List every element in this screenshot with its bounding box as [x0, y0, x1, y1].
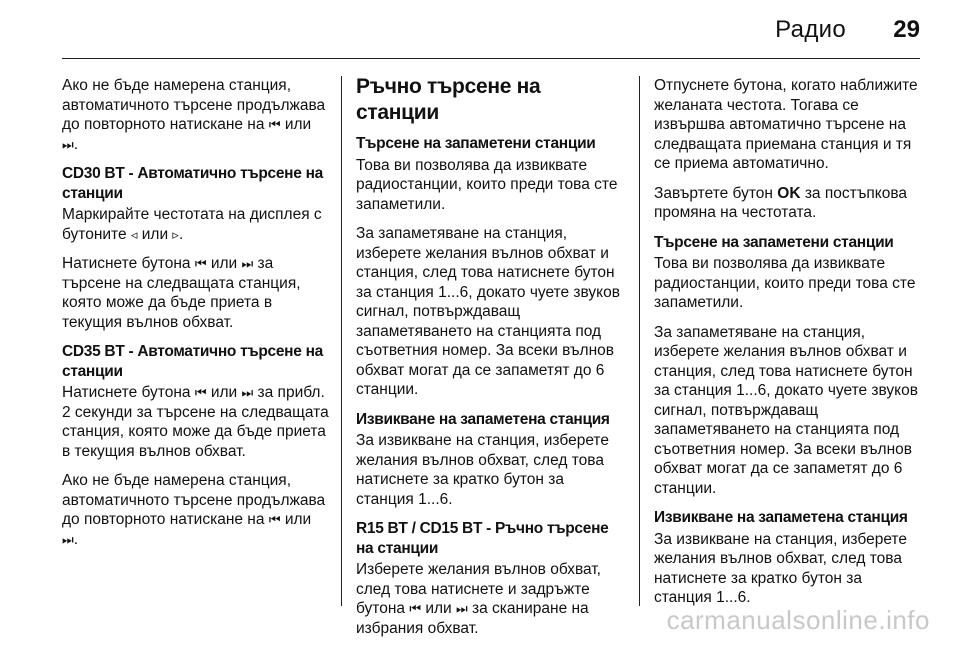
page-title: Радио	[775, 16, 846, 43]
paragraph: За извикване на станция, изберете желания вълнов обхват, след това натиснете за кратко бутон за станция 1...6.	[654, 530, 907, 606]
header-divider	[62, 58, 920, 59]
next-track-icon: ⏭	[62, 136, 74, 152]
section-title: Търсене на запаметени станции	[654, 233, 894, 251]
paragraph: Това ви позволява да извиквате радиостанции, които преди това сте запаметили.	[356, 156, 618, 213]
prev-track-icon: ⏮	[268, 512, 281, 527]
paragraph: Отпуснете бутона, когато наближите желаната честота. Тогава се извършва автоматично търсене на следващата приемана станция и тя се приема автоматично.	[654, 77, 918, 172]
column-3	[654, 76, 924, 618]
column-1	[62, 76, 330, 559]
paragraph: Ако не бъде намерена станция, автоматичното търсене продължава до повторното натискане на ⏮ или ⏭.	[62, 77, 326, 153]
section-title: Извикване на запаметена станция	[654, 509, 908, 526]
page-number: 29	[893, 16, 920, 43]
watermark: carmanualsonline.info	[666, 605, 930, 635]
next-track-icon: ⏭	[241, 256, 254, 271]
section-title: R15 BT / CD15 BT - Ръчно търсене на станции	[356, 520, 609, 557]
paragraph: Изберете желания вълнов обхват, след това натиснете и задръжте бутона ⏮ или ⏭ за сканиране на избрания обхват.	[356, 561, 601, 637]
paragraph: За извикване на станция, изберете желания вълнов обхват, след това натиснете за кратко бутон за станция 1...6.	[356, 432, 609, 508]
ok-button-label: OK	[777, 184, 801, 202]
prev-track-icon: ⏮	[268, 117, 281, 132]
paragraph: Маркирайте честотата на дисплея с бутоните ◃ или ▹.	[62, 206, 322, 243]
next-track-icon: ⏭	[456, 601, 468, 616]
main-heading: Ръчно търсене на станции	[356, 75, 541, 124]
next-track-icon: ⏭	[241, 385, 254, 400]
section-title: CD30 BT - Автоматично търсене на станции	[62, 165, 323, 202]
paragraph: Ако не бъде намерена станция, автоматичното търсене продължава до повторното натискане на ⏮ или ⏭.	[62, 472, 326, 548]
paragraph: Завъртете бутон OK за постъпкова промяна на честотата.	[654, 184, 908, 221]
section-title: Извикване на запаметена станция	[356, 410, 610, 428]
prev-track-icon: ⏮	[194, 385, 207, 400]
page-header	[0, 0, 960, 60]
right-arrow-icon: ▹	[172, 226, 179, 242]
section-title: CD35 BT - Автоматично търсене на станции	[62, 343, 323, 380]
paragraph: За запаметяване на станция, изберете желания вълнов обхват и станция, след това натиснете бутон за станция 1...6, докато чуете звуков сигнал, потвърждаващ запаметяването на станцията под съответния номер. За всеки вълнов обхват могат да се запаметят до 6 станции.	[654, 323, 918, 497]
prev-track-icon: ⏮	[409, 601, 422, 616]
paragraph: За запаметяване на станция, изберете желания вълнов обхват и станция, след това натиснете бутон за станция 1...6, докато чуете звуков сигнал, потвърждаващ запаметяването на станцията под съответния номер. За всеки вълнов обхват могат да се запаметят до 6 станции.	[356, 225, 620, 398]
left-arrow-icon: ◃	[130, 226, 138, 242]
paragraph: Това ви позволява да извиквате радиостанции, които преди това сте запаметили.	[654, 255, 916, 311]
next-track-icon: ⏭	[62, 531, 74, 547]
paragraph: Натиснете бутона ⏮ или ⏭ за прибл. 2 секунди за търсене на следващата станция, която може да бъде приета в текущия вълнов обхват.	[62, 384, 329, 460]
column-divider-1	[341, 76, 342, 606]
prev-track-icon: ⏮	[194, 256, 207, 271]
column-divider-2	[639, 76, 640, 606]
paragraph: Натиснете бутона ⏮ или ⏭ за търсене на следващата станция, която може да бъде приета в текущия вълнов обхват.	[62, 255, 301, 331]
column-2	[356, 74, 624, 648]
section-title: Търсене на запаметени станции	[356, 135, 596, 152]
